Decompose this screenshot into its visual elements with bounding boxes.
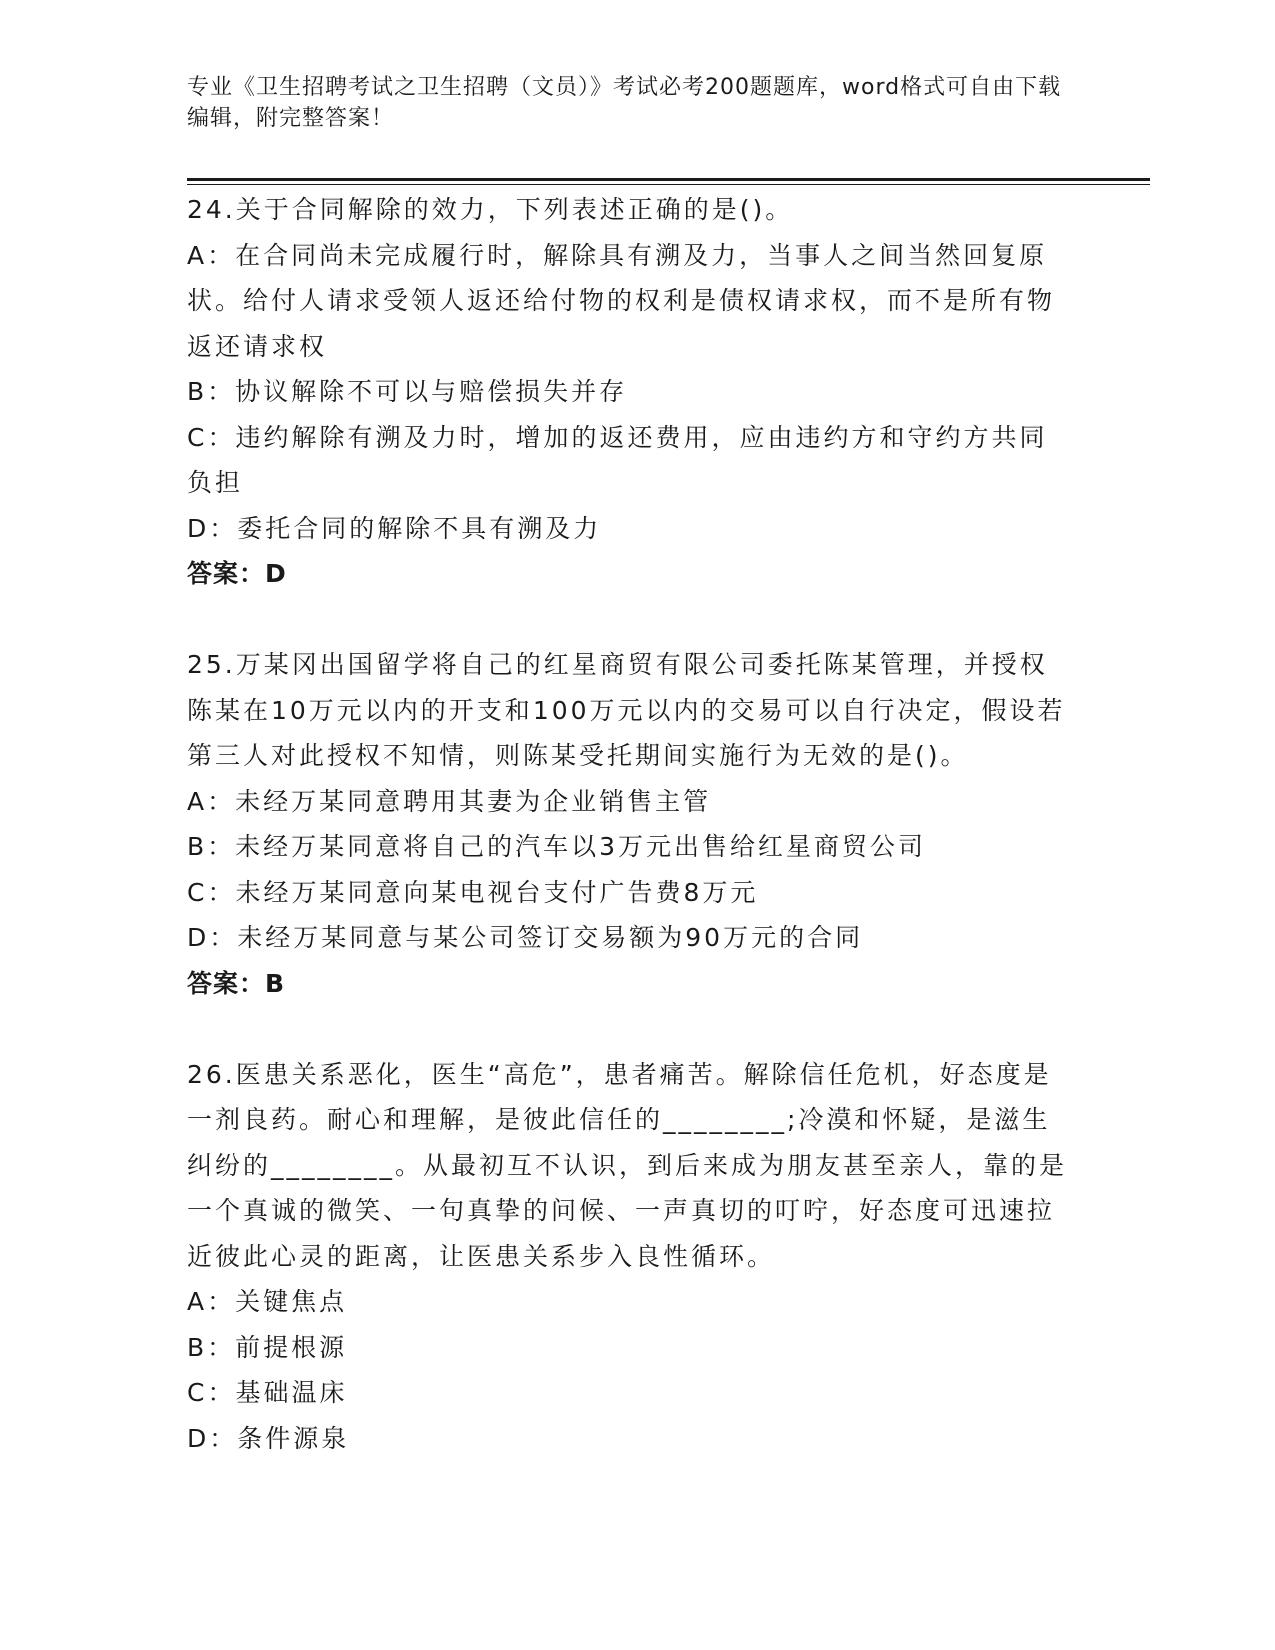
option-c: C：未经万某同意向某电视台支付广告费8万元 — [187, 877, 759, 907]
option-d: D：未经万某同意与某公司签订交易额为90万元的合同 — [187, 923, 864, 952]
option-b: B：前提根源 — [187, 1332, 348, 1362]
question-24 — [187, 187, 1067, 597]
answer: 答案：D — [187, 559, 287, 588]
option-c: C：违约解除有溯及力时，增加的返还费用，应由违约方和守约方共同负担 — [187, 422, 1048, 497]
option-d: D：委托合同的解除不具有溯及力 — [187, 513, 602, 543]
option-b: B：未经万某同意将自己的汽车以3万元出售给红星商贸公司 — [187, 832, 927, 861]
option-a: A：关键焦点 — [187, 1287, 348, 1316]
document-header — [187, 72, 1067, 134]
question-list — [187, 187, 1067, 1507]
option-a: A：在合同尚未完成履行时，解除具有溯及力，当事人之间当然回复原状。给付人请求受领人返还给付物的权利是债权请求权，而不是所有物返还请求权 — [187, 240, 1056, 361]
question-26 — [187, 1052, 1067, 1462]
header-intro-text: 专业《卫生招聘考试之卫生招聘（文员）》考试必考200题题库，word格式可自由下载编辑，附完整答案！ — [187, 75, 1062, 131]
question-25 — [187, 642, 1067, 1006]
question-stem: 24.关于合同解除的效力，下列表述正确的是()。 — [187, 195, 794, 224]
header-divider-thick — [187, 178, 1150, 181]
question-stem: 25.万某冈出国留学将自己的红星商贸有限公司委托陈某管理，并授权陈某在10万元以内的开支和100万元以内的交易可以自行决定，假设若第三人对此授权不知情，则陈某受托期间实施行为无效的是()。 — [187, 650, 1066, 770]
answer: 答案：B — [187, 968, 286, 998]
option-a: A：未经万某同意聘用其妻为企业销售主管 — [187, 786, 712, 816]
header-divider-thin — [187, 184, 1150, 185]
question-stem: 26.医患关系恶化，医生“高危”，患者痛苦。解除信任危机，好态度是一剂良药。耐心和理解，是彼此信任的________;冷漠和怀疑，是滋生纠纷的________。从最初互不认识，到后来成为朋友甚至亲人，靠的是一个真诚的微笑、一句真挚的问候、一声真切的叮咛，好态度可迅速拉近彼此心灵的距离，让医患关系步入良性循环。 — [187, 1059, 1068, 1271]
option-c: C：基础温床 — [187, 1378, 348, 1407]
option-d: D：条件源泉 — [187, 1423, 350, 1453]
option-b: B：协议解除不可以与赔偿损失并存 — [187, 377, 628, 406]
